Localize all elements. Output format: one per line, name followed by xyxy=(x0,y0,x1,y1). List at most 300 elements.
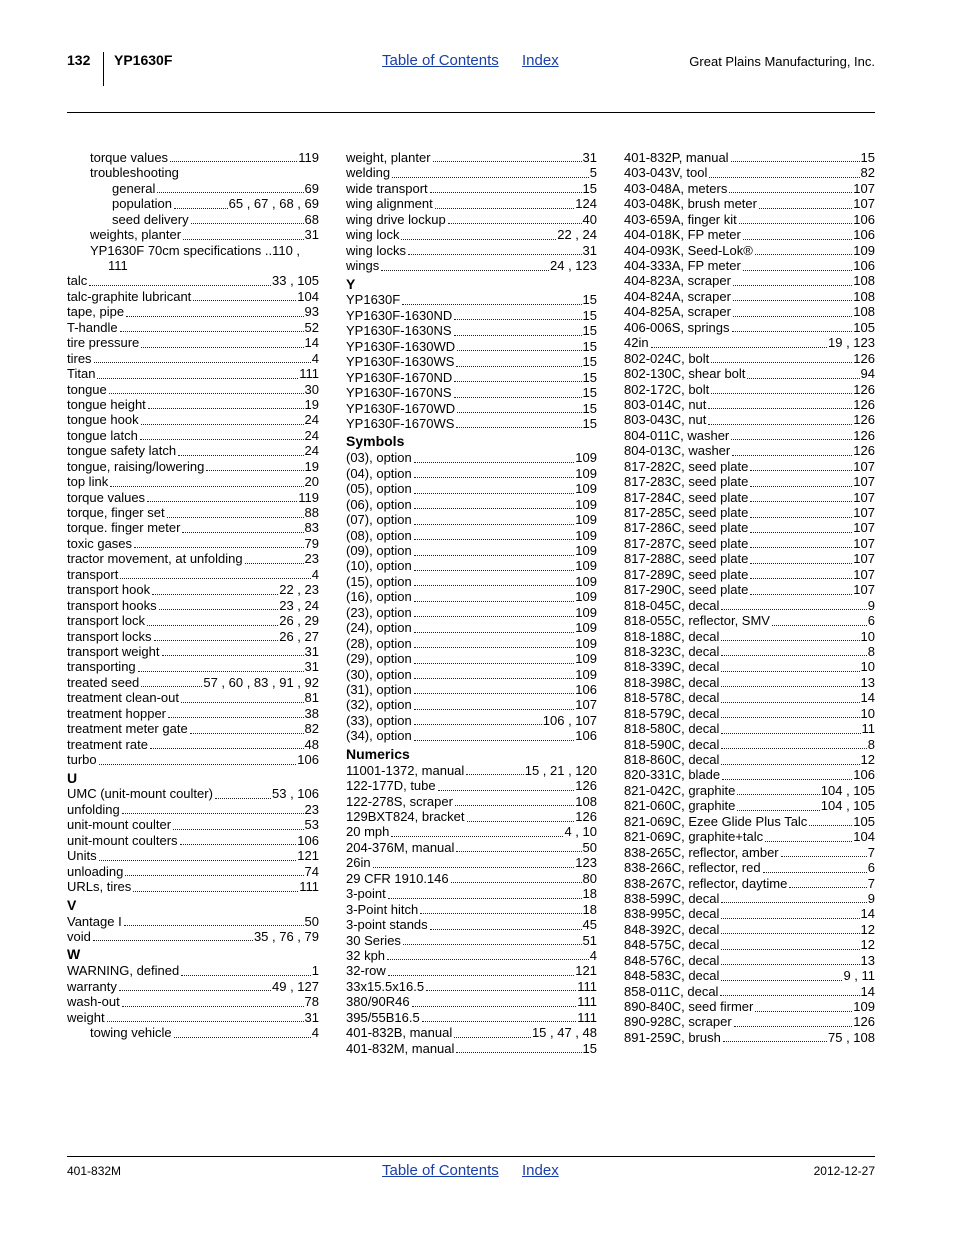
header-toc-link[interactable]: Table of Contents xyxy=(382,52,499,69)
index-entry[interactable] xyxy=(346,825,597,840)
index-entry-pages[interactable]: 109 xyxy=(575,481,597,497)
index-entry[interactable] xyxy=(67,737,319,752)
index-entry-pages[interactable]: 4 xyxy=(311,1025,319,1041)
index-entry-pages[interactable]: 23 xyxy=(304,551,319,567)
index-entry-pages[interactable]: 15 , 47 , 48 xyxy=(531,1025,597,1041)
index-entry-pages[interactable]: 15 xyxy=(860,149,875,165)
index-entry-pages[interactable]: 79 xyxy=(304,535,319,551)
index-entry-pages[interactable]: 74 xyxy=(304,863,319,879)
index-entry[interactable] xyxy=(624,196,875,211)
index-entry[interactable] xyxy=(346,150,597,165)
index-entry-pages[interactable]: 107 xyxy=(853,180,875,196)
index-entry[interactable] xyxy=(67,721,319,736)
index-entry[interactable] xyxy=(624,505,875,520)
index-entry-pages[interactable]: 111 xyxy=(299,879,319,895)
index-entry[interactable] xyxy=(67,351,319,366)
index-entry-pages[interactable]: 104 xyxy=(853,829,875,845)
index-entry-pages[interactable]: 78 xyxy=(304,994,319,1010)
index-entry-pages[interactable]: 15 xyxy=(582,354,597,370)
index-entry[interactable] xyxy=(67,848,319,863)
index-entry[interactable] xyxy=(67,536,319,551)
index-entry[interactable] xyxy=(624,798,875,813)
index-entry-pages[interactable]: 109 xyxy=(575,512,597,528)
index-entry[interactable] xyxy=(346,196,597,211)
index-entry[interactable] xyxy=(346,165,597,180)
index-entry-pages[interactable]: 109 xyxy=(575,666,597,682)
index-entry-pages[interactable]: 31 xyxy=(304,643,319,659)
index-entry-pages[interactable]: 107 xyxy=(853,505,875,521)
index-entry-pages[interactable]: 107 xyxy=(853,582,875,598)
index-entry[interactable] xyxy=(346,181,597,196)
index-entry-pages[interactable]: 88 xyxy=(304,505,319,521)
index-entry[interactable] xyxy=(624,567,875,582)
index-entry[interactable] xyxy=(346,512,597,527)
index-entry-pages[interactable]: 106 xyxy=(575,728,597,744)
index-entry[interactable] xyxy=(624,335,875,350)
index-entry[interactable] xyxy=(67,979,319,994)
index-entry[interactable] xyxy=(346,543,597,558)
index-entry[interactable] xyxy=(346,497,597,512)
index-entry-pages[interactable]: 109 xyxy=(575,558,597,574)
index-entry-pages[interactable]: 7 xyxy=(867,844,875,860)
index-entry[interactable] xyxy=(624,675,875,690)
index-entry[interactable] xyxy=(67,644,319,659)
index-entry[interactable] xyxy=(624,783,875,798)
index-entry-pages[interactable]: 104 , 105 xyxy=(820,782,875,798)
index-entry-pages[interactable]: 107 xyxy=(853,535,875,551)
index-entry[interactable] xyxy=(624,814,875,829)
index-entry-pages[interactable]: 126 xyxy=(853,412,875,428)
index-entry[interactable] xyxy=(624,752,875,767)
index-entry[interactable] xyxy=(67,165,319,180)
index-entry[interactable] xyxy=(346,1010,597,1025)
index-entry-pages[interactable]: 82 xyxy=(860,165,875,181)
index-entry[interactable] xyxy=(67,1025,319,1040)
index-entry-pages[interactable]: 53 xyxy=(304,817,319,833)
index-entry-pages[interactable]: 109 xyxy=(575,604,597,620)
index-entry-pages[interactable]: 13 xyxy=(860,674,875,690)
index-entry[interactable] xyxy=(67,428,319,443)
index-entry[interactable] xyxy=(346,682,597,697)
index-entry-pages[interactable]: 10 xyxy=(860,628,875,644)
index-entry[interactable] xyxy=(624,1030,875,1045)
index-entry[interactable] xyxy=(346,713,597,728)
index-entry[interactable] xyxy=(624,690,875,705)
index-entry[interactable] xyxy=(624,860,875,875)
index-entry[interactable] xyxy=(67,817,319,832)
index-entry-pages[interactable]: 106 xyxy=(853,227,875,243)
index-entry-pages[interactable]: 9 xyxy=(867,597,875,613)
index-entry[interactable] xyxy=(624,397,875,412)
index-entry-pages[interactable]: 23 , 24 xyxy=(279,597,319,613)
index-entry-pages[interactable]: 19 xyxy=(304,458,319,474)
index-entry[interactable] xyxy=(346,855,597,870)
index-entry-pages[interactable]: 93 xyxy=(304,304,319,320)
index-entry[interactable] xyxy=(346,840,597,855)
index-entry[interactable] xyxy=(67,752,319,767)
index-entry[interactable] xyxy=(67,196,319,211)
index-entry-pages[interactable]: 105 xyxy=(853,813,875,829)
index-entry-pages[interactable]: 24 xyxy=(304,427,319,443)
index-entry[interactable] xyxy=(624,536,875,551)
index-entry-pages[interactable]: 126 xyxy=(575,778,597,794)
index-entry[interactable] xyxy=(346,589,597,604)
index-entry-pages[interactable]: 109 xyxy=(853,242,875,258)
index-entry-pages[interactable]: 106 xyxy=(297,832,319,848)
index-entry[interactable] xyxy=(67,335,319,350)
index-entry[interactable] xyxy=(346,933,597,948)
index-entry-pages[interactable]: 106 xyxy=(853,258,875,274)
index-entry-pages[interactable]: 14 xyxy=(304,335,319,351)
index-entry[interactable] xyxy=(67,659,319,674)
index-entry-pages[interactable]: 53 , 106 xyxy=(272,786,319,802)
index-entry[interactable] xyxy=(67,274,319,289)
index-entry-pages[interactable]: 15 xyxy=(582,385,597,401)
header-index-link[interactable]: Index xyxy=(522,52,559,69)
index-entry-pages[interactable]: 4 xyxy=(589,947,597,963)
index-entry-pages[interactable]: 19 , 123 xyxy=(828,335,875,351)
index-entry[interactable] xyxy=(67,521,319,536)
index-entry[interactable] xyxy=(67,320,319,335)
index-entry[interactable] xyxy=(624,212,875,227)
index-entry-pages[interactable]: 7 xyxy=(867,875,875,891)
index-entry-pages[interactable]: 111 xyxy=(577,1009,597,1025)
index-entry-pages[interactable]: 107 xyxy=(853,551,875,567)
index-entry[interactable] xyxy=(346,354,597,369)
index-entry-pages[interactable]: 14 xyxy=(860,690,875,706)
index-entry[interactable] xyxy=(346,258,597,273)
index-entry[interactable] xyxy=(67,629,319,644)
index-entry-pages[interactable]: 106 , 107 xyxy=(542,712,597,728)
index-entry-pages[interactable]: 4 xyxy=(311,350,319,366)
index-entry-pages[interactable]: 15 xyxy=(582,338,597,354)
index-entry[interactable] xyxy=(624,999,875,1014)
index-entry-pages[interactable]: 107 xyxy=(853,474,875,490)
index-entry-pages[interactable]: 15 xyxy=(582,180,597,196)
index-entry[interactable] xyxy=(346,636,597,651)
index-entry[interactable] xyxy=(67,598,319,613)
index-entry-pages[interactable]: 109 xyxy=(575,620,597,636)
index-entry[interactable] xyxy=(346,1041,597,1056)
index-entry[interactable] xyxy=(346,871,597,886)
index-entry-pages[interactable]: 106 xyxy=(575,681,597,697)
index-entry[interactable] xyxy=(67,675,319,690)
index-entry[interactable] xyxy=(346,651,597,666)
index-entry-pages[interactable]: 12 xyxy=(860,752,875,768)
index-entry-pages[interactable]: 109 xyxy=(575,589,597,605)
index-entry[interactable] xyxy=(346,212,597,227)
index-entry-pages[interactable]: 121 xyxy=(297,848,319,864)
index-entry[interactable] xyxy=(624,644,875,659)
index-entry-pages[interactable]: 19 xyxy=(304,396,319,412)
index-entry-pages[interactable]: 109 xyxy=(575,496,597,512)
index-entry[interactable] xyxy=(624,737,875,752)
index-entry-pages[interactable]: 22 , 24 xyxy=(557,227,597,243)
index-entry-pages[interactable]: 126 xyxy=(575,809,597,825)
index-entry[interactable] xyxy=(624,1015,875,1030)
index-entry-pages[interactable]: 24 xyxy=(304,412,319,428)
index-entry-pages[interactable]: 15 xyxy=(582,307,597,323)
index-entry-pages[interactable]: 31 xyxy=(582,242,597,258)
index-entry[interactable] xyxy=(346,401,597,416)
index-entry-pages[interactable]: 45 xyxy=(582,917,597,933)
index-entry[interactable] xyxy=(624,768,875,783)
index-entry-pages[interactable]: 65 , 67 , 68 , 69 xyxy=(228,196,319,212)
index-entry[interactable] xyxy=(346,778,597,793)
index-entry-pages[interactable]: 50 xyxy=(582,839,597,855)
index-entry[interactable] xyxy=(346,605,597,620)
index-entry-pages[interactable]: 105 xyxy=(853,319,875,335)
index-entry[interactable] xyxy=(346,385,597,400)
index-entry-pages[interactable]: 4 , 10 xyxy=(564,824,597,840)
index-entry[interactable] xyxy=(67,706,319,721)
index-entry-pages[interactable]: 15 , 21 , 120 xyxy=(524,762,597,778)
index-entry[interactable] xyxy=(346,994,597,1009)
index-entry-pages[interactable]: 8 xyxy=(867,643,875,659)
index-entry[interactable] xyxy=(346,763,597,778)
index-entry[interactable] xyxy=(346,416,597,431)
index-entry[interactable] xyxy=(346,1025,597,1040)
index-entry-pages[interactable]: 106 xyxy=(853,211,875,227)
index-entry-pages[interactable]: 30 xyxy=(304,381,319,397)
index-entry-pages[interactable]: 107 xyxy=(575,697,597,713)
index-entry[interactable] xyxy=(346,370,597,385)
index-entry[interactable] xyxy=(67,690,319,705)
index-entry-pages[interactable]: 107 xyxy=(853,520,875,536)
index-entry-pages[interactable]: 106 xyxy=(853,767,875,783)
index-entry-pages[interactable]: 15 xyxy=(582,323,597,339)
index-entry-pages[interactable]: 5 xyxy=(589,165,597,181)
index-entry-pages[interactable]: 107 xyxy=(853,458,875,474)
index-entry[interactable] xyxy=(624,181,875,196)
index-entry-pages[interactable]: 107 xyxy=(853,566,875,582)
index-entry-pages[interactable]: 15 xyxy=(582,292,597,308)
index-entry[interactable] xyxy=(624,304,875,319)
index-entry[interactable] xyxy=(67,864,319,879)
index-entry[interactable] xyxy=(346,227,597,242)
index-entry[interactable] xyxy=(67,459,319,474)
index-entry-pages[interactable]: 126 xyxy=(853,1014,875,1030)
index-entry[interactable] xyxy=(346,667,597,682)
index-entry-pages[interactable]: 24 , 123 xyxy=(550,258,597,274)
index-entry[interactable] xyxy=(67,474,319,489)
index-entry[interactable] xyxy=(346,528,597,543)
index-entry-pages[interactable]: 126 xyxy=(853,396,875,412)
index-entry-pages[interactable]: 126 xyxy=(853,427,875,443)
index-entry[interactable] xyxy=(67,994,319,1009)
index-entry[interactable] xyxy=(67,443,319,458)
index-entry-pages[interactable]: 123 xyxy=(575,855,597,871)
index-entry-pages[interactable]: 12 xyxy=(860,921,875,937)
index-entry[interactable] xyxy=(346,886,597,901)
index-entry[interactable] xyxy=(346,979,597,994)
index-entry-pages[interactable]: 40 xyxy=(582,211,597,227)
index-entry[interactable] xyxy=(67,567,319,582)
index-entry-pages[interactable]: 119 xyxy=(298,489,319,505)
index-entry[interactable] xyxy=(624,629,875,644)
index-entry[interactable] xyxy=(624,891,875,906)
index-entry[interactable] xyxy=(346,902,597,917)
index-entry[interactable] xyxy=(624,227,875,242)
index-entry[interactable] xyxy=(624,613,875,628)
index-entry-pages[interactable]: 94 xyxy=(860,366,875,382)
index-entry[interactable] xyxy=(624,598,875,613)
index-entry-pages[interactable]: 50 xyxy=(304,913,319,929)
index-entry-pages[interactable]: 15 xyxy=(582,1040,597,1056)
index-entry-pages[interactable]: 104 , 105 xyxy=(820,798,875,814)
index-entry-pages[interactable]: 20 xyxy=(304,474,319,490)
index-entry-pages[interactable]: 48 xyxy=(304,736,319,752)
index-entry[interactable] xyxy=(346,450,597,465)
index-entry-pages[interactable]: 23 xyxy=(304,801,319,817)
index-entry-pages[interactable]: 18 xyxy=(582,901,597,917)
index-entry-pages[interactable]: 15 xyxy=(582,369,597,385)
index-entry-pages[interactable]: 9 , 11 xyxy=(843,968,875,984)
index-entry[interactable] xyxy=(624,953,875,968)
index-entry[interactable] xyxy=(624,320,875,335)
index-entry[interactable] xyxy=(67,505,319,520)
index-entry[interactable] xyxy=(346,917,597,932)
index-entry-pages[interactable]: 82 xyxy=(304,721,319,737)
index-entry-pages[interactable]: 11 xyxy=(861,721,875,737)
index-entry-pages[interactable]: 9 xyxy=(867,890,875,906)
index-entry[interactable] xyxy=(624,474,875,489)
index-entry[interactable] xyxy=(67,963,319,978)
index-entry-pages[interactable]: 109 xyxy=(575,543,597,559)
index-entry-pages[interactable]: 8 xyxy=(867,736,875,752)
index-entry[interactable] xyxy=(624,721,875,736)
index-entry[interactable] xyxy=(624,382,875,397)
index-entry-pages[interactable]: 121 xyxy=(575,963,597,979)
index-entry[interactable] xyxy=(624,521,875,536)
index-entry-pages[interactable]: 31 xyxy=(582,149,597,165)
index-entry[interactable] xyxy=(624,443,875,458)
index-entry[interactable] xyxy=(624,984,875,999)
index-entry-pages[interactable]: 109 xyxy=(575,527,597,543)
index-entry-pages[interactable]: 69 xyxy=(304,180,319,196)
index-entry[interactable] xyxy=(346,728,597,743)
index-entry[interactable] xyxy=(624,289,875,304)
index-entry[interactable] xyxy=(346,697,597,712)
index-entry-pages[interactable]: 107 xyxy=(853,489,875,505)
index-entry-pages[interactable]: 31 xyxy=(304,227,319,243)
index-entry-pages[interactable]: 75 , 108 xyxy=(828,1029,875,1045)
index-entry[interactable] xyxy=(67,304,319,319)
index-entry[interactable] xyxy=(67,150,319,165)
index-entry[interactable] xyxy=(624,366,875,381)
index-entry[interactable] xyxy=(624,937,875,952)
index-entry[interactable] xyxy=(67,412,319,427)
index-entry[interactable] xyxy=(346,243,597,258)
index-entry-pages[interactable]: 49 , 127 xyxy=(272,978,319,994)
index-entry-pages[interactable]: 107 xyxy=(853,196,875,212)
index-entry[interactable] xyxy=(67,258,319,273)
index-entry[interactable] xyxy=(67,1010,319,1025)
index-entry-pages[interactable]: 15 xyxy=(582,415,597,431)
index-entry[interactable] xyxy=(67,181,319,196)
index-entry-pages[interactable]: 68 xyxy=(304,211,319,227)
index-entry[interactable] xyxy=(624,845,875,860)
index-entry-pages[interactable]: 26 , 27 xyxy=(279,628,319,644)
index-entry-pages[interactable]: 109 xyxy=(575,651,597,667)
index-entry[interactable] xyxy=(624,150,875,165)
index-entry-pages[interactable]: 111 xyxy=(577,978,597,994)
index-entry-pages[interactable]: 52 xyxy=(304,319,319,335)
index-entry-pages[interactable]: 12 xyxy=(860,937,875,953)
index-entry-pages[interactable]: 119 xyxy=(298,149,319,165)
index-entry-pages[interactable]: 106 xyxy=(297,752,319,768)
index-entry[interactable] xyxy=(67,212,319,227)
index-entry-pages[interactable]: 10 xyxy=(860,705,875,721)
index-entry-pages[interactable]: 6 xyxy=(867,613,875,629)
index-entry[interactable] xyxy=(67,879,319,894)
index-entry[interactable] xyxy=(67,582,319,597)
index-entry-pages[interactable]: 109 xyxy=(853,999,875,1015)
index-entry-pages[interactable]: 22 , 23 xyxy=(279,582,319,598)
index-entry[interactable] xyxy=(346,794,597,809)
index-entry-pages[interactable]: 104 xyxy=(297,288,319,304)
index-entry-pages[interactable]: 13 xyxy=(860,952,875,968)
index-entry-pages[interactable]: 126 xyxy=(853,350,875,366)
index-entry[interactable] xyxy=(624,428,875,443)
index-entry[interactable] xyxy=(624,551,875,566)
index-entry[interactable] xyxy=(624,459,875,474)
index-entry-pages[interactable]: 1 xyxy=(311,963,319,979)
index-entry[interactable] xyxy=(624,165,875,180)
index-entry[interactable] xyxy=(624,490,875,505)
index-entry[interactable] xyxy=(67,382,319,397)
index-entry-pages[interactable]: 24 xyxy=(304,443,319,459)
index-entry-pages[interactable]: 109 xyxy=(575,635,597,651)
index-entry[interactable] xyxy=(624,243,875,258)
index-entry[interactable] xyxy=(346,466,597,481)
index-entry[interactable] xyxy=(624,274,875,289)
index-entry[interactable] xyxy=(624,906,875,921)
index-entry-pages[interactable]: 57 , 60 , 83 , 91 , 92 xyxy=(203,674,319,690)
index-entry[interactable] xyxy=(67,802,319,817)
index-entry-pages[interactable]: 31 xyxy=(304,659,319,675)
index-entry[interactable] xyxy=(346,948,597,963)
index-entry[interactable] xyxy=(67,289,319,304)
index-entry-pages[interactable]: 18 xyxy=(582,886,597,902)
index-entry[interactable] xyxy=(624,706,875,721)
footer-toc-link[interactable]: Table of Contents xyxy=(382,1162,499,1179)
index-entry[interactable] xyxy=(67,490,319,505)
index-entry-pages[interactable]: 14 xyxy=(860,983,875,999)
index-entry[interactable] xyxy=(67,833,319,848)
index-entry[interactable] xyxy=(624,258,875,273)
index-entry-pages[interactable]: 111 xyxy=(577,994,597,1010)
index-entry[interactable] xyxy=(67,929,319,944)
index-entry-pages[interactable]: 26 , 29 xyxy=(279,613,319,629)
index-entry[interactable] xyxy=(346,339,597,354)
index-entry[interactable] xyxy=(346,308,597,323)
index-entry[interactable] xyxy=(67,397,319,412)
index-entry-pages[interactable]: 111 xyxy=(299,366,319,382)
index-entry-pages[interactable]: 108 xyxy=(853,273,875,289)
index-entry-pages[interactable]: 83 xyxy=(304,520,319,536)
index-entry-pages[interactable]: 38 xyxy=(304,705,319,721)
index-entry[interactable] xyxy=(67,787,319,802)
index-entry[interactable] xyxy=(67,366,319,381)
index-entry-pages[interactable]: 124 xyxy=(575,196,597,212)
index-entry-pages[interactable]: 51 xyxy=(582,932,597,948)
index-entry-pages[interactable]: 33 , 105 xyxy=(272,273,319,289)
index-entry-pages[interactable]: 81 xyxy=(304,690,319,706)
index-entry-pages[interactable]: 6 xyxy=(867,860,875,876)
footer-index-link[interactable]: Index xyxy=(522,1162,559,1179)
index-entry[interactable] xyxy=(624,412,875,427)
